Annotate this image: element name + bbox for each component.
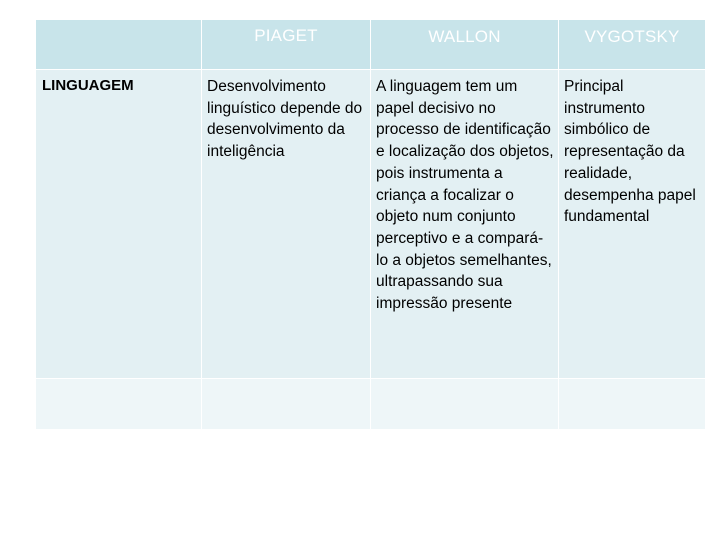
cell-vygotsky-empty: [559, 379, 705, 429]
header-vygotsky: VYGOTSKY: [559, 20, 705, 69]
cell-piaget-linguagem: Desenvolvimento linguístico depende do desenvolvimento da inteligência: [202, 70, 370, 378]
header-piaget: PIAGET: [202, 20, 370, 69]
cell-wallon-linguagem: A linguagem tem um papel decisivo no processo de identificação e localização dos objetos, pois instrumenta a criança a focalizar o objeto num conjunto perceptivo e a compará-lo a objetos semelhantes, ultrapassando sua impressão presente: [371, 70, 558, 378]
cell-vygotsky-linguagem: Principal instrumento simbólico de representação da realidade, desempenha papel fundamental: [559, 70, 705, 378]
header-corner-cell: [36, 20, 201, 69]
row-label-linguagem: LINGUAGEM: [36, 70, 201, 378]
cell-wallon-empty: [371, 379, 558, 429]
header-wallon: WALLON: [371, 20, 558, 69]
row-label-empty: [36, 379, 201, 429]
comparison-table: [36, 20, 705, 430]
cell-piaget-empty: [202, 379, 370, 429]
